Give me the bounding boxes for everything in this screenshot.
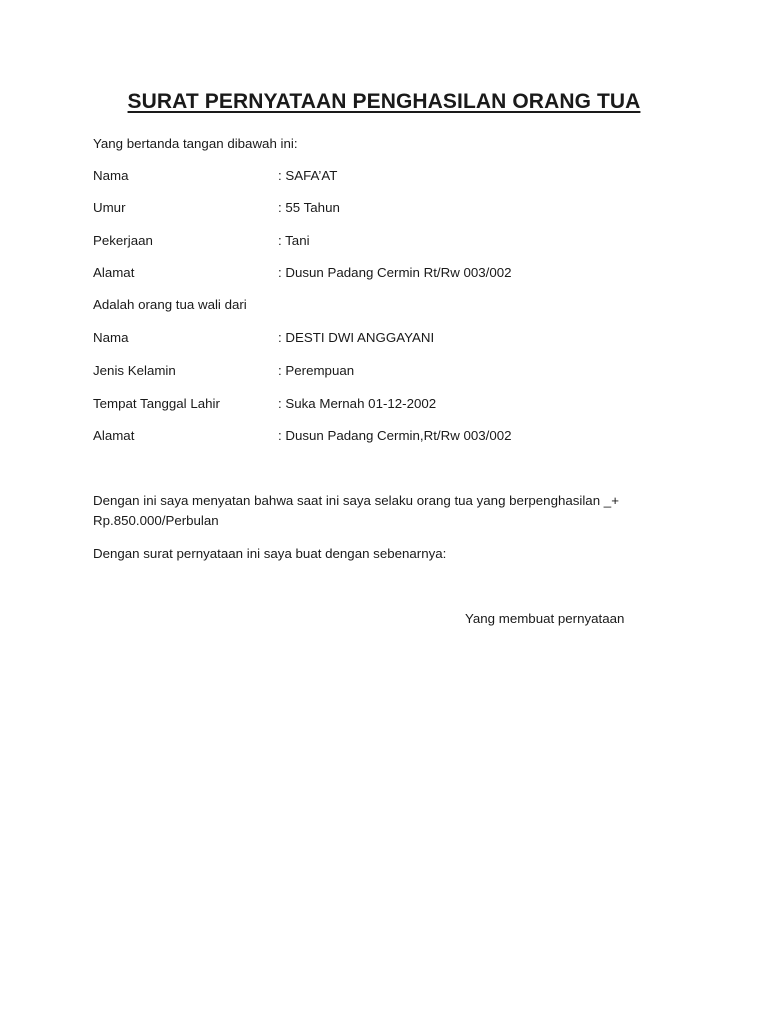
field-label: Alamat	[93, 428, 135, 443]
field-label: Umur	[93, 200, 126, 215]
field-label: Tempat Tanggal Lahir	[93, 396, 220, 411]
field-value: : Perempuan	[278, 363, 355, 378]
field-label: Pekerjaan	[93, 233, 153, 248]
field-label: Nama	[93, 330, 129, 345]
field-value: : Tani	[278, 233, 310, 248]
field-value: : Dusun Padang Cermin,Rt/Rw 003/002	[278, 428, 512, 443]
statement-line-1: Dengan ini saya menyatan bahwa saat ini saya selaku orang tua yang berpenghasilan _+	[93, 493, 619, 508]
statement-line-2: Rp.850.000/Perbulan	[93, 513, 219, 528]
field-value: : Dusun Padang Cermin Rt/Rw 003/002	[278, 265, 512, 280]
field-value: : 55 Tahun	[278, 200, 340, 215]
field-label: Nama	[93, 168, 129, 183]
field-value: : SAFA’AT	[278, 168, 338, 183]
field-value: : Suka Mernah 01-12-2002	[278, 396, 437, 411]
field-label: Alamat	[93, 265, 135, 280]
field-value: : DESTI DWI ANGGAYANI	[278, 330, 435, 345]
child-intro-text: Adalah orang tua wali dari	[93, 297, 247, 312]
intro-text: Yang bertanda tangan dibawah ini:	[93, 136, 298, 151]
signer-label: Yang membuat pernyataan	[465, 611, 625, 626]
field-label: Jenis Kelamin	[93, 363, 176, 378]
closing-text: Dengan surat pernyataan ini saya buat dengan sebenarnya:	[93, 546, 447, 561]
document-title: SURAT PERNYATAAN PENGHASILAN ORANG TUA	[127, 90, 641, 113]
